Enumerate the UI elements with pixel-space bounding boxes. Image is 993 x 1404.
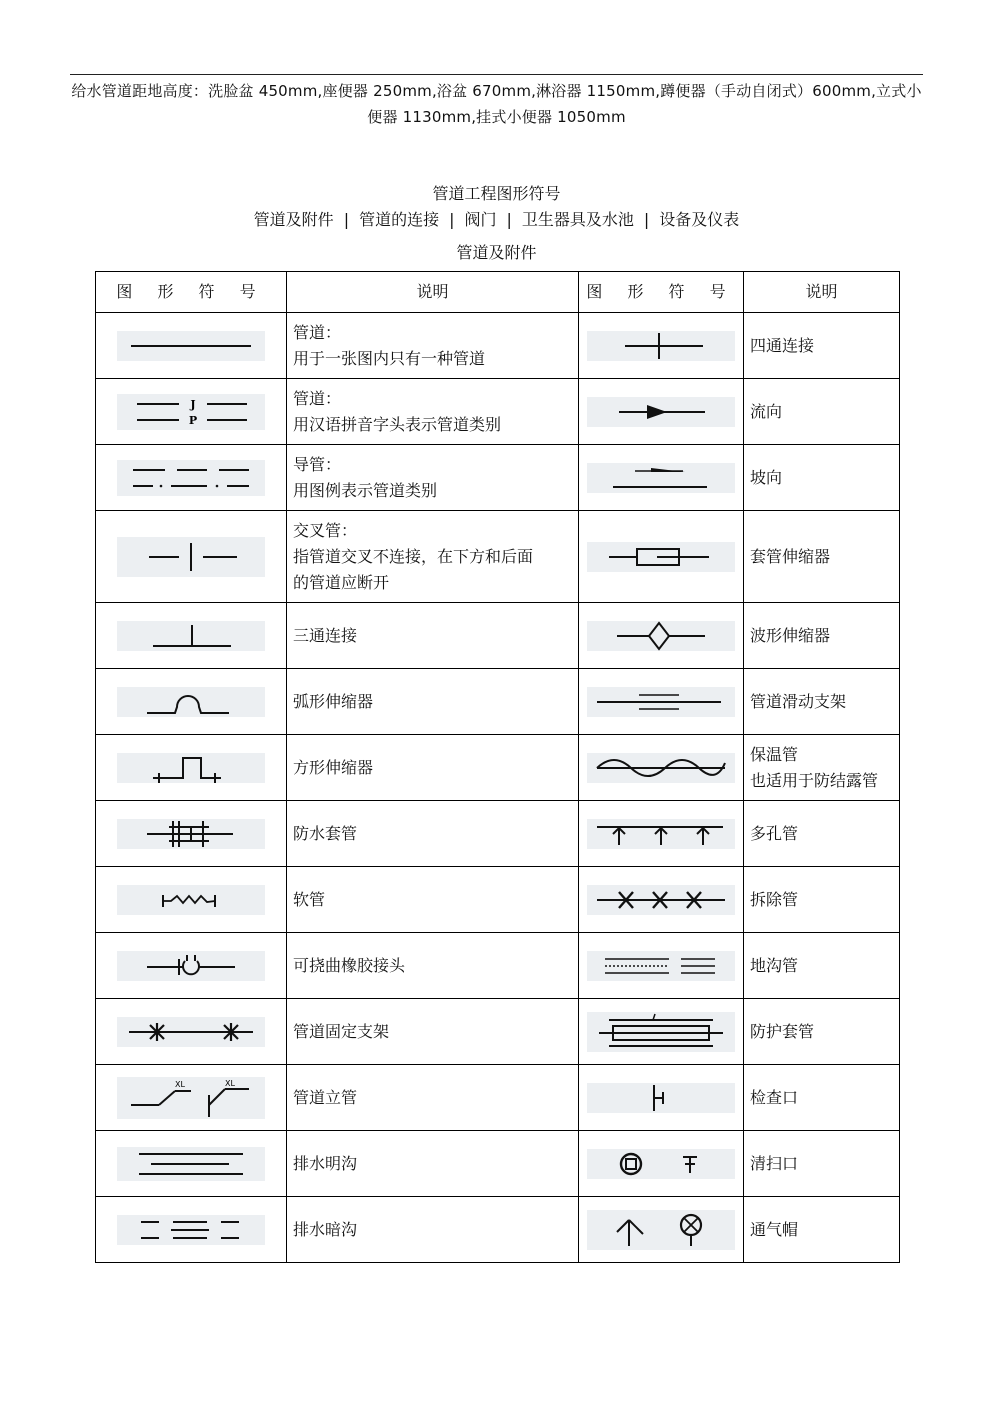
symbol-description: 检查口: [744, 1065, 900, 1131]
symbol-description: 套管伸缩器: [744, 511, 900, 603]
pipe-pinyin-label-icon: [117, 394, 265, 430]
table-row: [96, 445, 900, 511]
header-rule: [70, 74, 923, 75]
table-row: [96, 801, 900, 867]
header-desc-left: 说明: [287, 272, 579, 313]
symbol-description: 可挠曲橡胶接头: [287, 933, 579, 999]
symbol-description: 防护套管: [744, 999, 900, 1065]
riser-pipe-icon: [117, 1077, 265, 1119]
header-symbol-right: 图 形 符 号: [579, 272, 744, 313]
nav-separator: |: [343, 210, 350, 229]
table-row: [96, 999, 900, 1065]
crossing-pipe-icon: [117, 537, 265, 577]
symbol-description: 三通连接: [287, 603, 579, 669]
symbol-description: 管道固定支架: [287, 999, 579, 1065]
removed-pipe-icon: [587, 885, 735, 915]
table-row: [96, 511, 900, 603]
symbol-description: 排水暗沟: [287, 1197, 579, 1263]
inspection-port-icon: [587, 1083, 735, 1113]
bellows-expansion-joint-icon: [587, 621, 735, 651]
svg-text:J: J: [190, 397, 196, 411]
symbol-description: 坡向: [744, 445, 900, 511]
cleanout-icon: [587, 1149, 735, 1179]
symbol-description: 交叉管： 指管道交叉不连接，在下方和后面 的管道应断开: [287, 511, 579, 603]
symbol-table: [95, 271, 900, 1263]
slope-direction-icon: [587, 463, 735, 493]
symbol-description: 弧形伸缩器: [287, 669, 579, 735]
conduit-legend-icon: [117, 460, 265, 496]
arc-expansion-joint-icon: [117, 687, 265, 717]
flexible-hose-icon: [117, 885, 265, 915]
table-row: [96, 669, 900, 735]
square-expansion-joint-icon: [117, 753, 265, 783]
intro-text: 给水管道距地高度：洗脸盆 450mm,座便器 250mm,浴盆 670mm,淋浴器 1150mm,蹲便器（手动自闭式）600mm,立式小便器 1130mm,挂式小便器 1050mm: [71, 82, 922, 126]
open-drain-icon: [117, 1147, 265, 1181]
perforated-pipe-icon: [587, 819, 735, 849]
symbol-description: 四通连接: [744, 313, 900, 379]
symbol-description: 软管: [287, 867, 579, 933]
table-row: [96, 379, 900, 445]
svg-text:P: P: [188, 413, 198, 427]
symbol-description: 方形伸缩器: [287, 735, 579, 801]
symbol-description: 管道： 用于一张图内只有一种管道: [287, 313, 579, 379]
svg-text:XL: XL: [175, 1079, 185, 1089]
symbol-description: 拆除管: [744, 867, 900, 933]
table-row: [96, 1131, 900, 1197]
nav-link-valves[interactable]: 阀门: [464, 210, 497, 229]
trench-pipe-icon: [587, 951, 735, 981]
nav-separator: |: [449, 210, 455, 229]
fixed-support-icon: [117, 1017, 265, 1047]
header-desc-right: 说明: [744, 272, 900, 313]
symbol-description: 保温管 也适用于防结露管: [744, 735, 900, 801]
symbol-description: 波形伸缩器: [744, 603, 900, 669]
symbol-description: 管道滑动支架: [744, 669, 900, 735]
sleeve-expansion-joint-icon: [587, 542, 735, 572]
page-title: 管道工程图形符号: [432, 184, 561, 203]
table-header-row: [96, 272, 900, 313]
nav-link-equipment-instruments[interactable]: 设备及仪表: [659, 210, 740, 229]
waterproof-sleeve-icon: [117, 819, 265, 849]
symbol-description: 清扫口: [744, 1131, 900, 1197]
section-nav: [0, 207, 993, 230]
symbol-description: 管道立管: [287, 1065, 579, 1131]
symbol-description: 地沟管: [744, 933, 900, 999]
protective-sleeve-icon: [587, 1012, 735, 1052]
four-way-connection-icon: [587, 331, 735, 361]
table-row: [96, 1065, 900, 1131]
table-row: [96, 1197, 900, 1263]
symbol-description: 流向: [744, 379, 900, 445]
table-row: [96, 735, 900, 801]
nav-separator: |: [643, 210, 650, 229]
nav-link-sanitary-fixtures[interactable]: 卫生器具及水池: [521, 210, 634, 229]
rubber-joint-icon: [117, 951, 265, 981]
table-row: [96, 313, 900, 379]
tee-connection-icon: [117, 621, 265, 651]
nav-link-pipe-connections[interactable]: 管道的连接: [359, 210, 440, 229]
single-pipe-line-icon: [117, 331, 265, 361]
table-row: [96, 933, 900, 999]
flow-direction-icon: [587, 397, 735, 427]
symbol-description: 通气帽: [744, 1197, 900, 1263]
symbol-description: 排水明沟: [287, 1131, 579, 1197]
header-symbol-left: 图 形 符 号: [96, 272, 287, 313]
svg-text:XL: XL: [225, 1078, 235, 1088]
symbol-description: 防水套管: [287, 801, 579, 867]
nav-link-pipes-fittings[interactable]: 管道及附件: [253, 210, 334, 229]
symbol-description: 管道： 用汉语拼音字头表示管道类别: [287, 379, 579, 445]
symbol-description: 导管： 用图例表示管道类别: [287, 445, 579, 511]
table-row: [96, 867, 900, 933]
section-title: 管道及附件: [456, 243, 537, 262]
vent-cap-icon: [587, 1210, 735, 1250]
sliding-support-icon: [587, 687, 735, 717]
table-row: [96, 603, 900, 669]
covered-drain-icon: [117, 1215, 265, 1245]
insulated-pipe-icon: [587, 753, 735, 783]
nav-separator: |: [506, 210, 512, 229]
symbol-description: 多孔管: [744, 801, 900, 867]
